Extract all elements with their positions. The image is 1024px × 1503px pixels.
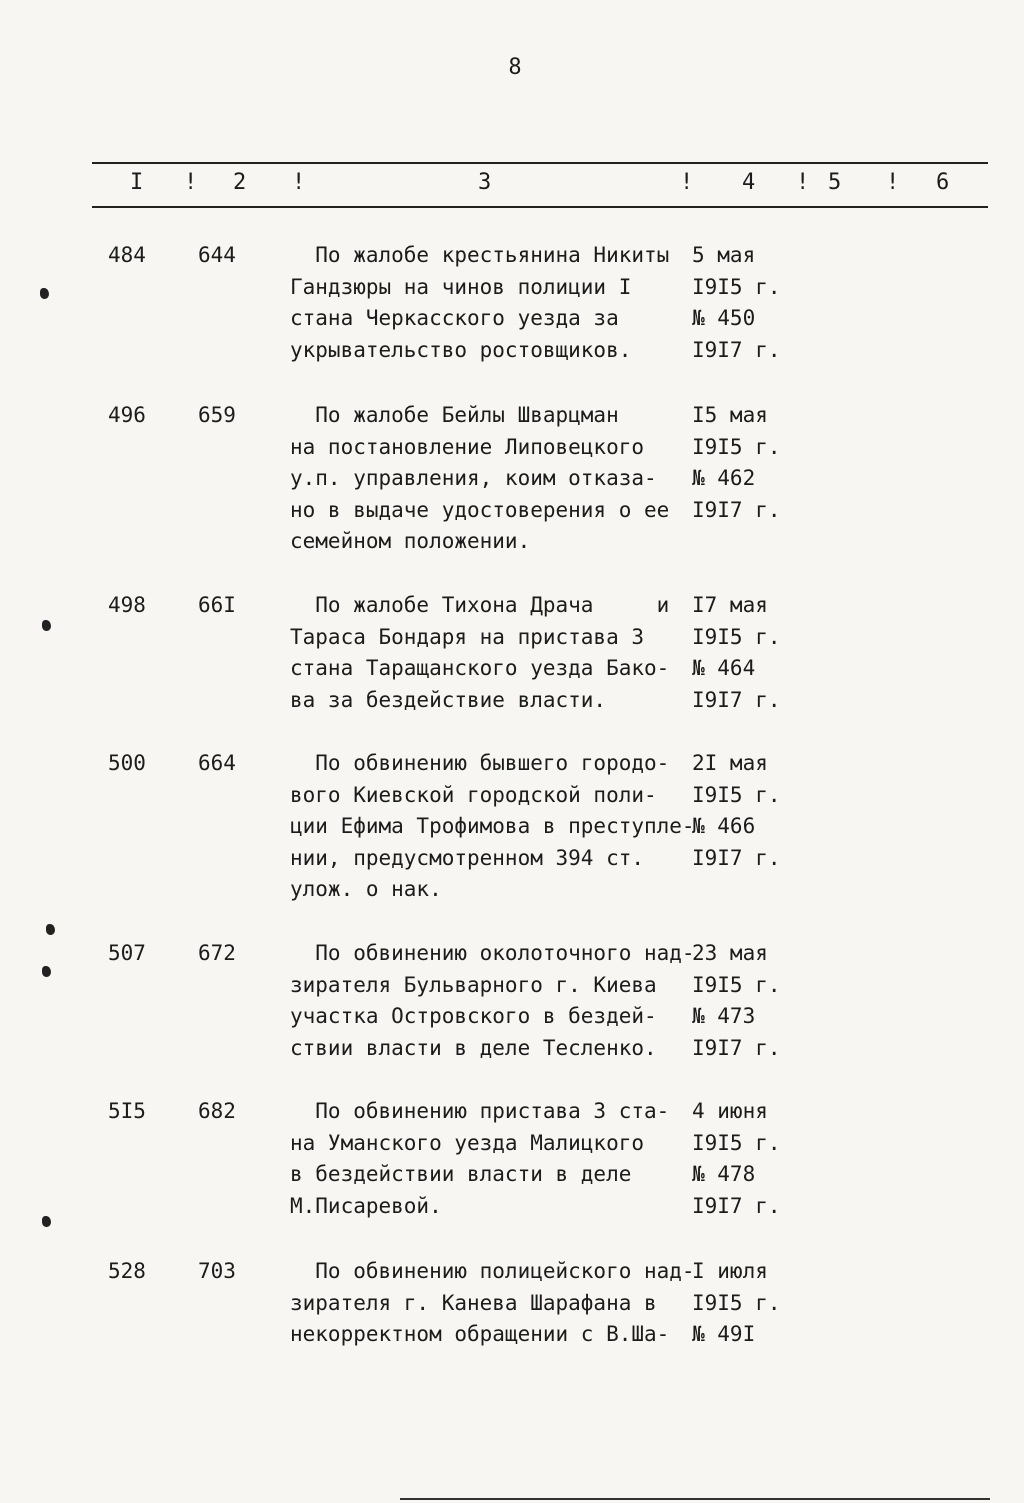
description-line: По жалобе Тихона Драча и bbox=[290, 593, 670, 617]
header-separator: ! bbox=[680, 170, 694, 195]
date-line: I июля bbox=[692, 1259, 768, 1283]
case-dates bbox=[692, 748, 781, 874]
binding-hole-mark bbox=[46, 924, 55, 935]
description-line: некорректном обращении с В.Ша- bbox=[290, 1322, 670, 1346]
description-line: участка Островского в бездей- bbox=[290, 1004, 657, 1028]
header-col-3: 3 bbox=[478, 170, 492, 195]
header-separator: ! bbox=[886, 170, 900, 195]
case-description bbox=[290, 1096, 669, 1222]
record-number: 500 bbox=[108, 751, 146, 775]
description-line: зирателя Бульварного г. Киева bbox=[290, 972, 657, 997]
record-number: 5I5 bbox=[108, 1099, 146, 1123]
header-rule-top bbox=[92, 162, 988, 164]
footer-rule bbox=[400, 1498, 990, 1500]
date-line: I9I7 г. bbox=[692, 845, 781, 870]
binding-hole-mark bbox=[40, 288, 49, 299]
page-reference: 682 bbox=[198, 1099, 236, 1123]
record-number: 528 bbox=[108, 1259, 146, 1283]
description-line: вого Киевской городской поли- bbox=[290, 782, 657, 807]
record-number: 484 bbox=[108, 243, 146, 267]
description-line: По жалобе Бейлы Шварцман bbox=[290, 403, 619, 427]
date-line: № 464 bbox=[692, 656, 756, 680]
description-line: зирателя г. Канева Шарафана в bbox=[290, 1290, 657, 1315]
date-line: № 473 bbox=[692, 1004, 756, 1028]
date-line: I9I5 г. bbox=[692, 1130, 781, 1155]
case-description bbox=[290, 240, 669, 366]
date-line: I9I5 г. bbox=[692, 1290, 781, 1315]
date-line: 4 июня bbox=[692, 1099, 768, 1123]
description-line: По обвинению околоточного над- bbox=[290, 941, 695, 965]
date-line: I5 мая bbox=[692, 403, 768, 427]
page-reference: 66I bbox=[198, 593, 236, 617]
header-col-4: 4 bbox=[742, 170, 756, 195]
description-line: у.п. управления, коим отказа- bbox=[290, 466, 657, 490]
page-reference: 703 bbox=[198, 1259, 236, 1283]
description-line: Тараса Бондаря на пристава 3 bbox=[290, 624, 645, 649]
page-reference: 644 bbox=[198, 243, 236, 267]
date-line: № 49I bbox=[692, 1322, 756, 1346]
case-description bbox=[290, 938, 695, 1064]
date-line: № 450 bbox=[692, 306, 756, 330]
header-col-1: I bbox=[130, 170, 144, 195]
date-line: 23 мая bbox=[692, 941, 768, 965]
description-line: ва за бездействие власти. bbox=[290, 687, 607, 712]
date-line: № 466 bbox=[692, 814, 756, 838]
binding-hole-mark bbox=[42, 620, 51, 631]
case-dates bbox=[692, 590, 781, 716]
header-separator: ! bbox=[292, 170, 306, 195]
date-line: I9I7 г. bbox=[692, 687, 781, 712]
description-line: укрывательство ростовщиков. bbox=[290, 337, 632, 362]
description-line: ствии власти в деле Тесленко. bbox=[290, 1035, 657, 1060]
page-reference: 664 bbox=[198, 751, 236, 775]
page-reference: 659 bbox=[198, 403, 236, 427]
case-description bbox=[290, 748, 695, 906]
header-separator: ! bbox=[796, 170, 810, 195]
date-line: I9I5 г. bbox=[692, 972, 781, 997]
header-col-6: 6 bbox=[936, 170, 950, 195]
case-dates bbox=[692, 400, 781, 526]
page-number: 8 bbox=[508, 55, 522, 80]
case-dates bbox=[692, 240, 781, 366]
date-line: I9I7 г. bbox=[692, 1193, 781, 1218]
header-rule-bottom bbox=[92, 206, 988, 208]
page-reference: 672 bbox=[198, 941, 236, 965]
description-line: но в выдаче удостоверения о ее bbox=[290, 497, 670, 522]
header-separator: ! bbox=[184, 170, 198, 195]
date-line: I9I5 г. bbox=[692, 434, 781, 459]
record-number: 507 bbox=[108, 941, 146, 965]
date-line: 5 мая bbox=[692, 243, 756, 267]
description-line: нии, предусмотренном 394 ст. bbox=[290, 845, 645, 870]
header-col-2: 2 bbox=[233, 170, 247, 195]
date-line: № 462 bbox=[692, 466, 756, 490]
description-line: стана Черкасского уезда за bbox=[290, 306, 619, 330]
description-line: в бездействии власти в деле bbox=[290, 1162, 632, 1186]
case-dates bbox=[692, 938, 781, 1064]
description-line: ции Ефима Трофимова в преступле- bbox=[290, 814, 695, 838]
description-line: стана Таращанского уезда Бако- bbox=[290, 656, 670, 680]
date-line: I7 мая bbox=[692, 593, 768, 617]
record-number: 496 bbox=[108, 403, 146, 427]
case-dates bbox=[692, 1096, 781, 1222]
description-line: Гандзюры на чинов полиции I bbox=[290, 274, 632, 299]
date-line: I9I5 г. bbox=[692, 274, 781, 299]
case-description bbox=[290, 1256, 695, 1351]
description-line: улож. о нак. bbox=[290, 877, 442, 901]
description-line: По обвинению полицейского над- bbox=[290, 1259, 695, 1283]
date-line: I9I7 г. bbox=[692, 497, 781, 522]
description-line: По жалобе крестьянина Никиты bbox=[290, 243, 670, 267]
date-line: I9I5 г. bbox=[692, 624, 781, 649]
date-line: I9I7 г. bbox=[692, 337, 781, 362]
case-description bbox=[290, 590, 669, 716]
description-line: По обвинению пристава 3 ста- bbox=[290, 1099, 670, 1123]
description-line: семейном положении. bbox=[290, 529, 531, 553]
binding-hole-mark bbox=[42, 966, 51, 977]
date-line: № 478 bbox=[692, 1162, 756, 1186]
record-number: 498 bbox=[108, 593, 146, 617]
header-col-5: 5 bbox=[828, 170, 842, 195]
description-line: М.Писаревой. bbox=[290, 1193, 442, 1218]
date-line: 2I мая bbox=[692, 751, 768, 775]
case-dates bbox=[692, 1256, 781, 1351]
description-line: По обвинению бывшего городо- bbox=[290, 751, 670, 775]
date-line: I9I5 г. bbox=[692, 782, 781, 807]
case-description bbox=[290, 400, 669, 558]
binding-hole-mark bbox=[42, 1216, 51, 1227]
description-line: на Уманского уезда Малицкого bbox=[290, 1130, 645, 1155]
description-line: на постановление Липовецкого bbox=[290, 434, 645, 459]
date-line: I9I7 г. bbox=[692, 1035, 781, 1060]
